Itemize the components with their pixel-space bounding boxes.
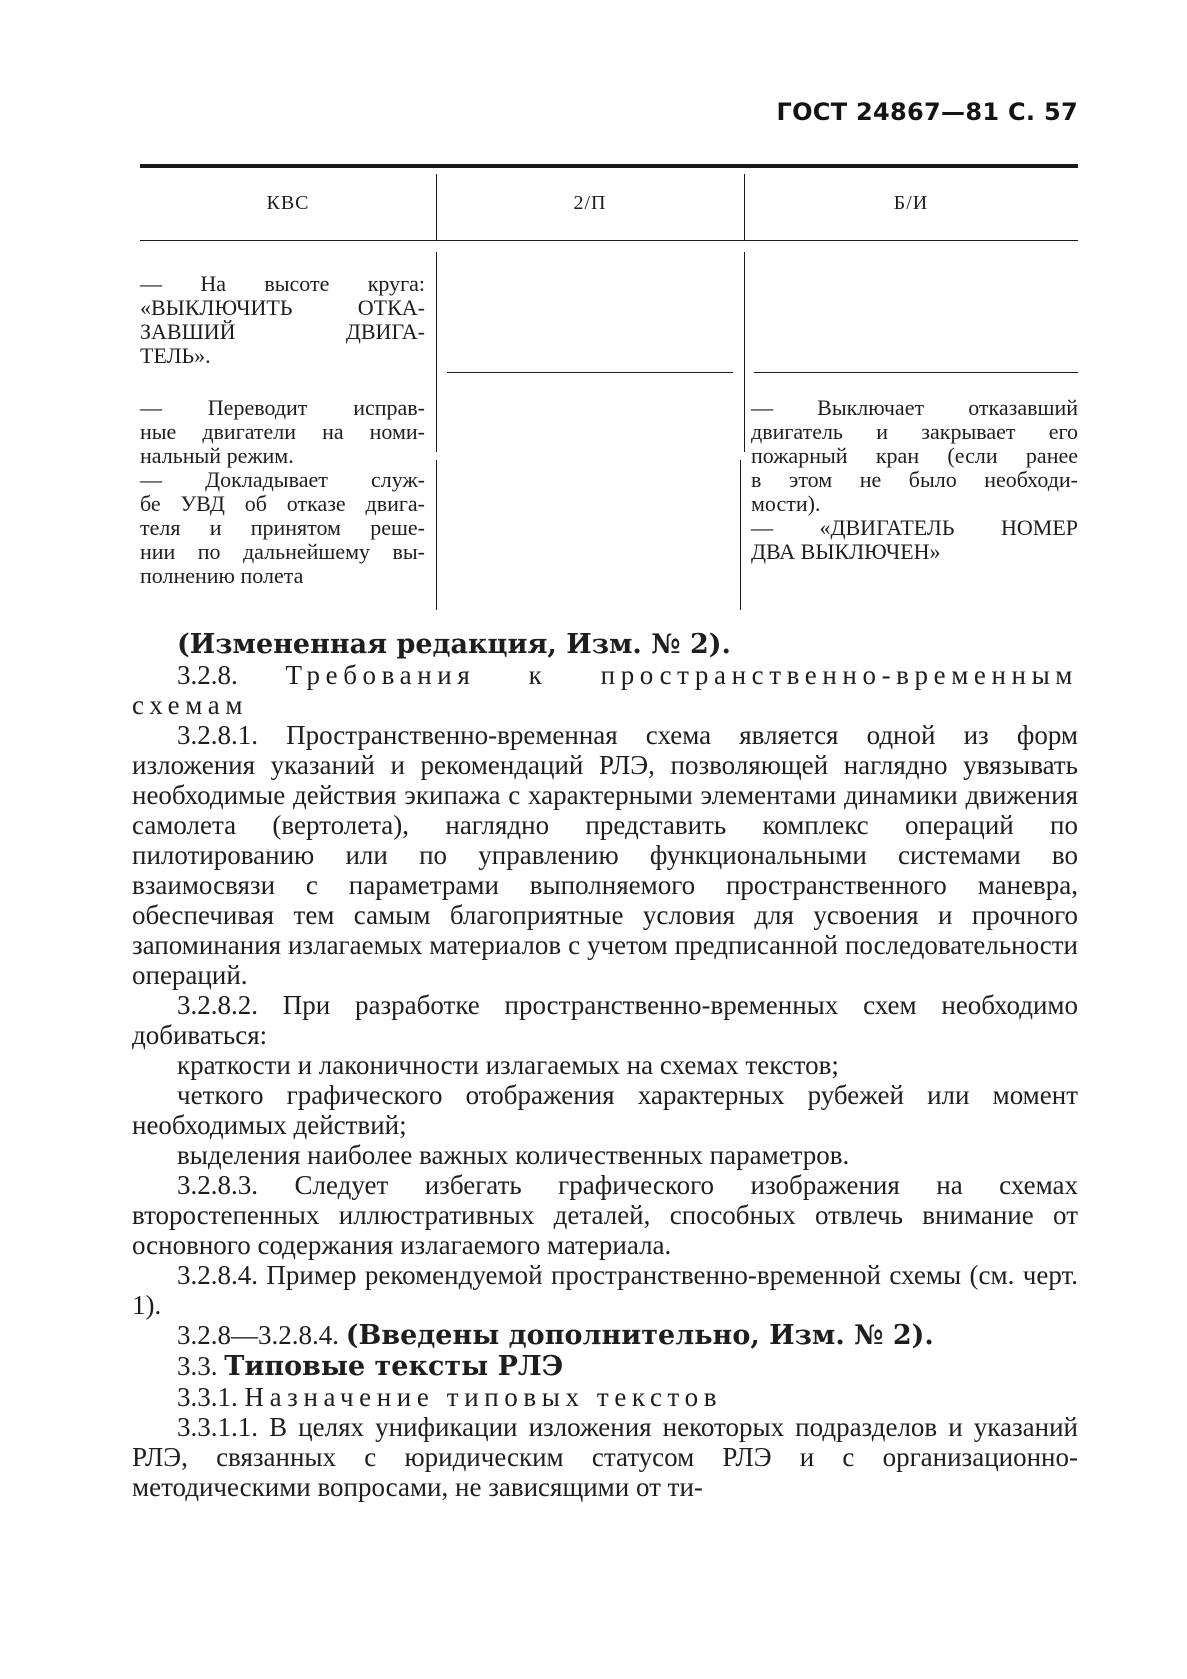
- text-line: ЗАВШИЙ ДВИГА-: [140, 319, 425, 344]
- section-3-3-heading: [132, 1351, 1078, 1382]
- list-item: выделения наиболее важных количественных параметров.: [177, 1140, 850, 1170]
- section-number: 3.2.8.: [177, 660, 238, 690]
- list-item: четкого графического отображения характерных рубежей или момент необходимых действий;: [132, 1080, 1078, 1140]
- introduction-note: [132, 1320, 1078, 1351]
- introduction-note-text: (Введены дополнительно, Изм. № 2).: [345, 1320, 934, 1351]
- text-line: — «ДВИГАТЕЛЬ НОМЕР: [751, 515, 1078, 540]
- row-separator: [754, 372, 1078, 373]
- column-divider: [436, 252, 437, 452]
- list-item: краткости и лаконичности излагаемых на схемах текстов;: [177, 1050, 839, 1080]
- cell-bi-row2: [751, 396, 1078, 564]
- text-line: ТЕЛЬ».: [140, 343, 211, 368]
- text-line: нии по дальнейшему вы-: [140, 539, 425, 564]
- text-line: ДВА ВЫКЛЮЧЕН»: [751, 539, 941, 564]
- amendment-note: (Измененная редакция, Изм. № 2).: [177, 629, 731, 660]
- section-title: Требования к пространственно-временным схемам: [132, 660, 1078, 720]
- main-text: [132, 630, 1078, 1502]
- text-line: — Докладывает служ-: [140, 467, 425, 492]
- text-line: «ВЫКЛЮЧИТЬ ОТКА-: [140, 295, 425, 320]
- column-header-2p: 2/П: [573, 192, 607, 214]
- paragraph-3-3-1-1: 3.3.1.1. В целях унификации изложения некоторых подразделов и указаний РЛЭ, связанных с юридическим статусом РЛЭ и с организационно-методическими вопросами, не зависящими от ти-: [132, 1412, 1078, 1502]
- section-title: Типовые тексты РЛЭ: [224, 1351, 564, 1382]
- paragraph-3-2-8-4: 3.2.8.4. Пример рекомендуемой пространственно-временной схемы (см. черт. 1).: [132, 1260, 1078, 1320]
- cell-kvs-row2: [140, 396, 425, 588]
- table-header-rule: [140, 240, 1078, 241]
- text-line: мости).: [751, 491, 821, 516]
- text-line: пожарный кран (если ранее: [751, 443, 1078, 468]
- cell-kvs-row1: [140, 272, 425, 368]
- column-divider: [740, 460, 741, 610]
- section-3-3-1-heading: [132, 1382, 1078, 1412]
- paragraph-3-2-8-3: 3.2.8.3. Следует избегать графического изображения на схемах второстепенных иллюстративных деталей, способных отвлечь внимание от основного содержания излагаемого материала.: [132, 1170, 1078, 1260]
- text-line: — На высоте круга:: [140, 271, 425, 296]
- text-line: полнению полета: [140, 563, 304, 588]
- column-header-bi: Б/И: [893, 192, 929, 214]
- table-top-rule: [140, 164, 1078, 168]
- text-line: нальный режим.: [140, 443, 294, 468]
- text-line: теля и принятом реше-: [140, 515, 425, 540]
- text-line: — Переводит исправ-: [140, 395, 425, 420]
- paragraph-3-2-8-1: 3.2.8.1. Пространственно-временная схема является одной из форм изложения указаний и рекомендаций РЛЭ, позволяющей наглядно увязывать необходимые действия экипажа с характерными элементами динамики движения самолета (вертолета), наглядно представить комплекс операций по пилотированию или по управлению функциональными системами во взаимосвязи с параметрами выполняемого пространственного маневра, обеспечивая тем самым благоприятные условия для усвоения и прочного запоминания излагаемых материалов с учетом предписанной последовательности операций.: [132, 720, 1078, 990]
- crew-actions-table: [140, 164, 1078, 614]
- page-header: ГОСТ 24867—81 С. 57: [776, 98, 1078, 126]
- section-title: Назначение типовых текстов: [244, 1382, 723, 1412]
- column-divider: [744, 252, 745, 452]
- text-line: бе УВД об отказе двига-: [140, 491, 425, 516]
- section-3-2-8-heading: [132, 660, 1078, 720]
- column-divider: [436, 460, 437, 610]
- text-line: ные двигатели на номи-: [140, 419, 425, 444]
- text-line: двигатель и закрывает его: [751, 419, 1078, 444]
- text-line: в этом не было необходи-: [751, 467, 1078, 492]
- clause-range: 3.2.8—3.2.8.4.: [177, 1320, 339, 1350]
- paragraph-3-2-8-2: 3.2.8.2. При разработке пространственно-временных схем необходимо добиваться:: [132, 990, 1078, 1050]
- text-line: — Выключает отказавший: [751, 395, 1078, 420]
- row-separator: [447, 372, 733, 373]
- section-number: 3.3.: [177, 1351, 218, 1381]
- column-header-kvs: КВС: [266, 192, 310, 214]
- section-number: 3.3.1.: [177, 1382, 238, 1412]
